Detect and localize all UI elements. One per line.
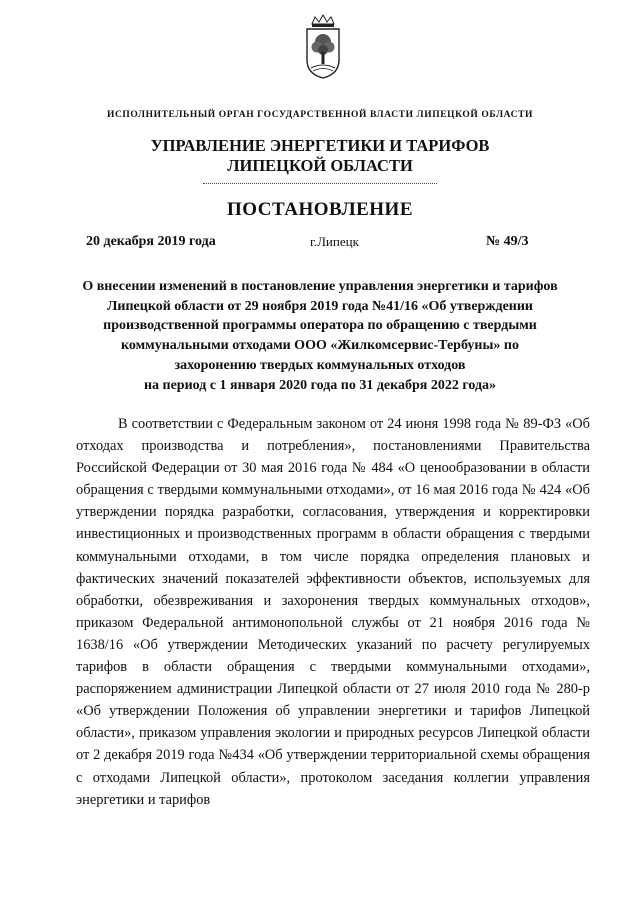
document-city: г.Липецк <box>310 234 359 249</box>
lipetsk-oblast-coat-of-arms-icon <box>302 14 344 80</box>
document-type: ПОСТАНОВЛЕНИЕ <box>226 199 414 220</box>
agency-name-line-2: ЛИПЕЦКОЙ ОБЛАСТИ <box>227 156 413 175</box>
document-number: № 49/3 <box>486 234 529 249</box>
agency-name <box>0 136 640 176</box>
title-line-1: О внесении изменений в постановление управления энергетики и тарифов <box>82 279 558 294</box>
agency-name-line-1: УПРАВЛЕНИЕ ЭНЕРГЕТИКИ И ТАРИФОВ <box>150 136 490 155</box>
title-line-5: захоронению твердых коммунальных отходов <box>174 357 466 373</box>
title-line-4: коммунальными отходами ООО «Жилкомсервис-Тербуны» по <box>121 338 519 354</box>
title-line-2: Липецкой области от 29 ноября 2019 года №41/16 «Об утверждении <box>106 298 533 314</box>
document-title <box>60 277 580 395</box>
body-text <box>76 413 590 811</box>
separator-rule <box>203 183 437 184</box>
authority-line: ИСПОЛНИТЕЛЬНЫЙ ОРГАН ГОСУДАРСТВЕННОЙ ВЛАСТИ ЛИПЕЦКОЙ ОБЛАСТИ <box>106 110 534 120</box>
document-date: 20 декабря 2019 года <box>86 234 216 249</box>
title-line-3: производственной программы оператора по обращению с твердыми <box>103 318 537 334</box>
body-paragraph: В соответствии с Федеральным законом от 24 июня 1998 года № 89-ФЗ «Об отходах производства и потребления», постановлениями Правительства Российской Федерации от 30 мая 2016 года № 484 «О ценообразовании в области обращения с твердыми коммунальными отходами», от 16 мая 2016 года № 424 «Об утверждении порядка разработки, согласования, утверждения и корректировки инвестиционных и производственных программ в области обращения с твердыми коммунальными отходами, в том числе порядка определения плановых и фактических значений показателей эффективности объектов, используемых для обработки, обезвреживания и захоронения твердых коммунальных отходов», приказом Федеральной антимонопольной службы от 21 ноября 2016 года № 1638/16 «Об утверждении Методических указаний по расчету регулируемых тарифов в области обращения с твердыми коммунальными отходами», распоряжением администрации Липецкой области от 27 июля 2010 года № 280-р «Об утверждении Положения об управлении энергетики и тарифов Липецкой области», приказом управления экологии и природных ресурсов Липецкой области от 2 декабря 2019 года №434 «Об утверждении территориальной схемы обращения с отходами Липецкой области», протоколом заседания коллегии управления энергетики и тарифов <box>76 416 590 808</box>
title-line-6: на период с 1 января 2020 года по 31 декабря 2022 года» <box>143 377 497 393</box>
